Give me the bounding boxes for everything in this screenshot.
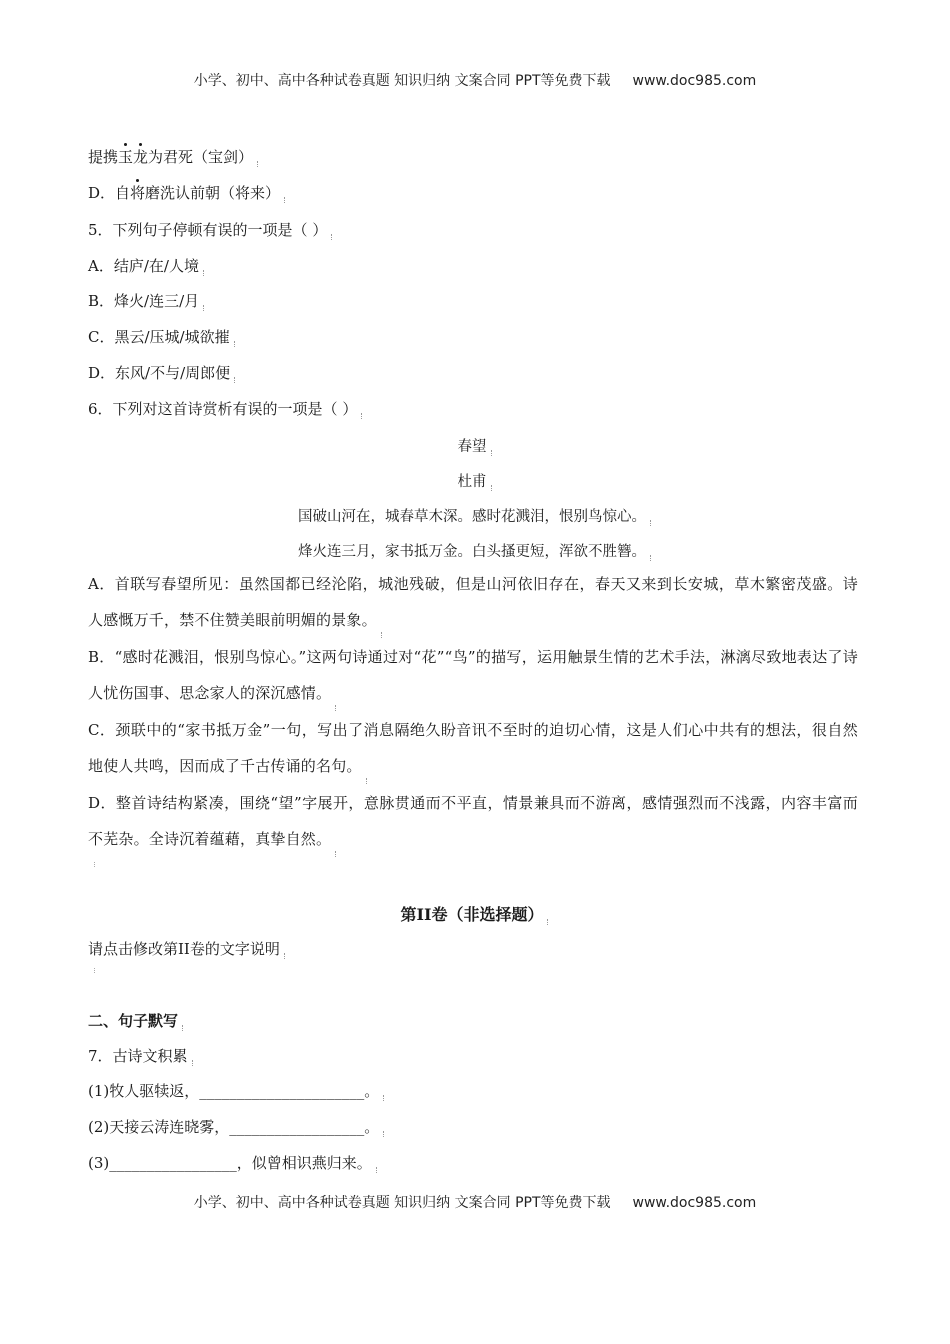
q5-option-c: C．黑云/压城/城欲摧 [88, 327, 236, 347]
footer-site: www.doc985.com [632, 1195, 757, 1211]
q4-option-c-continuation: 提携玉龙为君死（宝剑） [88, 147, 259, 167]
part2-note: 请点击修改第II卷的文字说明 [88, 939, 286, 959]
footer-text: 小学、初中、高中各种试卷真题 知识归纳 文案合同 PPT等免费下载 [193, 1195, 611, 1211]
q7-stem: 7．古诗文积累 [88, 1046, 194, 1066]
q6-option-c: C．颈联中的“家书抵万金”一句，写出了消息隔绝久盼音讯不至时的迫切心情，这是人们心中共有的想法，很自然地使人共鸣，因而成了千古传诵的名句。 [88, 712, 858, 784]
part2-heading: 第II卷（非选择题） [0, 902, 950, 925]
q5-stem: 5．下列句子停顿有误的一项是（ ） [88, 220, 333, 240]
poem-title: 春望 [0, 435, 950, 456]
q5-option-a: A．结庐/在/人境 [88, 256, 205, 276]
q6-option-d: D．整首诗结构紧凑，围绕“望”字展开，意脉贯通而不平直，情景兼具而不游离，感情强烈而不浅露，内容丰富而不芜杂。全诗沉着蕴藉，真挚自然。 [88, 785, 858, 857]
q5-option-b: B．烽火/连三/月 [88, 291, 205, 311]
q6-option-a: A．首联写春望所见：虽然国都已经沦陷，城池残破，但是山河依旧存在，春天又来到长安城，草木繁密茂盛。诗人感慨万千，禁不住赞美眼前明媚的景象。 [88, 566, 858, 638]
q6-option-b: B．“感时花溅泪，恨别鸟惊心。”这两句诗通过对“花”“鸟”的描写，运用触景生情的艺术手法，淋漓尽致地表达了诗人忧伤国事、思念家人的深沉感情。 [88, 639, 858, 711]
header-site: www.doc985.com [632, 73, 757, 89]
q7-item-3: (3)_________________，似曾相识燕归来。 [88, 1153, 378, 1173]
q7-item-2: (2)天接云涛连晓雾，__________________。 [88, 1117, 385, 1137]
q4-option-d: D．自将磨洗认前朝（将来） [88, 183, 286, 203]
q7-item-1: (1)牧人驱犊返，______________________。 [88, 1081, 385, 1101]
page-header-top [0, 70, 950, 90]
section2-title: 二、句子默写 [88, 1011, 184, 1031]
poem-line-1: 国破山河在，城春草木深。感时花溅泪，恨别鸟惊心。 [0, 505, 950, 526]
page-header-bottom [0, 1192, 950, 1212]
q6-stem: 6．下列对这首诗赏析有误的一项是（ ） [88, 399, 363, 419]
poem-line-2: 烽火连三月，家书抵万金。白头搔更短，浑欲不胜簪。 [0, 540, 950, 561]
poem-author: 杜甫 [0, 470, 950, 491]
q5-option-d: D．东风/不与/周郎便 [88, 363, 236, 383]
header-text: 小学、初中、高中各种试卷真题 知识归纳 文案合同 PPT等免费下载 [193, 73, 611, 89]
